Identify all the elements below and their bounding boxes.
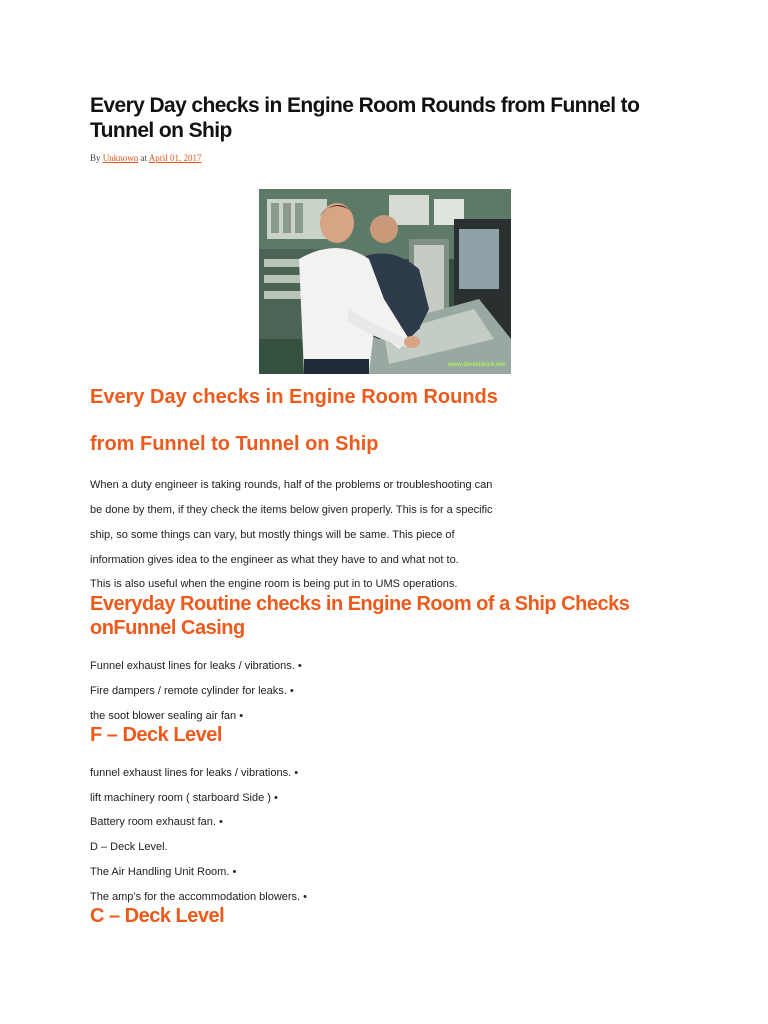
byline-prefix: By [90,153,101,163]
engine-room-photo [259,189,511,374]
list-item: funnel exhaust lines for leaks / vibrations. • [90,767,299,779]
intro-line: information gives idea to the engineer as what they have to and what not to. [90,554,459,566]
list-item: Funnel exhaust lines for leaks / vibrations. • [90,660,302,672]
engine-room-photo-illustration [259,189,511,374]
list-item: The amp’s for the accommodation blowers. • [90,891,308,903]
photo-watermark: www.dieselduck.net [447,362,505,368]
heading-main-line2: from Funnel to Tunnel on Ship [90,433,379,455]
list-item: the soot blower sealing air fan • [90,710,244,722]
section-heading-funnel-line1: Everyday Routine checks in Engine Room of a Ship Checks [90,593,630,615]
list-item: lift machinery room ( starboard Side ) • [90,792,278,804]
date-link[interactable]: April 01, 2017 [148,153,202,163]
author-link[interactable]: Unknown [102,153,139,163]
article-title: Every Day checks in Engine Room Rounds from Funnel to Tunnel on Ship [90,94,640,142]
intro-line: be done by them, if they check the items below given properly. This is for a specific [90,504,493,516]
list-item: Fire dampers / remote cylinder for leaks. • [90,685,294,697]
intro-line: When a duty engineer is taking rounds, half of the problems or troubleshooting can [90,479,493,491]
section-heading-funnel-line2: onFunnel Casing [90,617,245,639]
list-item: The Air Handling Unit Room. • [90,866,237,878]
intro-line: This is also useful when the engine room is being put in to UMS operations. [90,578,458,590]
section-heading-f-deck: F – Deck Level [90,724,222,746]
section-heading-funnel [90,592,670,640]
list-item: D – Deck Level. [90,841,168,853]
byline [90,153,202,163]
section-heading-c-deck: C – Deck Level [90,905,225,927]
byline-at: at [140,153,148,163]
list-item: Battery room exhaust fan. • [90,816,223,828]
intro-line: ship, so some things can vary, but mostly things will be same. This piece of [90,529,455,541]
heading-main-line1: Every Day checks in Engine Room Rounds [90,386,498,408]
